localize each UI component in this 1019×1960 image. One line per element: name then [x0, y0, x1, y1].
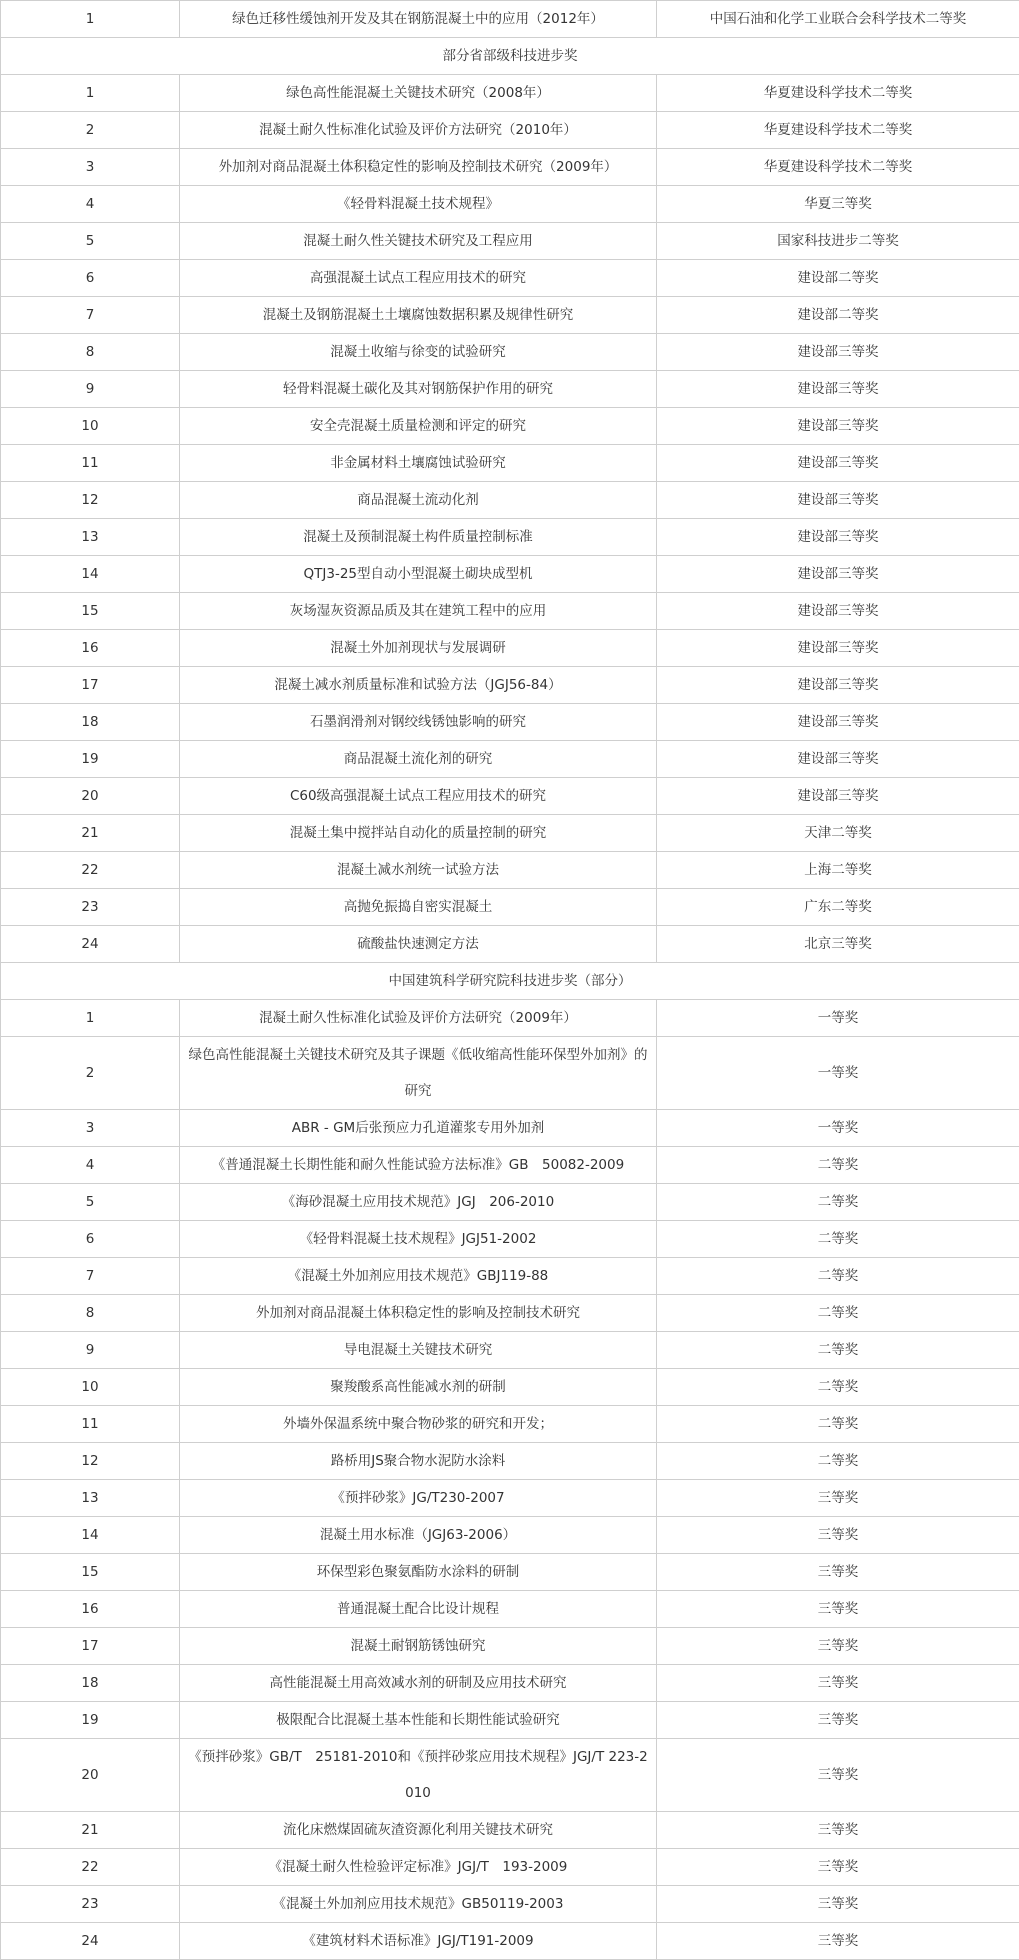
- table-row: [1, 1406, 1019, 1443]
- award-level: 华夏建设科学技术二等奖: [657, 149, 1019, 186]
- row-number: 1: [1, 1000, 180, 1037]
- award-level: 华夏建设科学技术二等奖: [657, 75, 1019, 112]
- project-name: 《轻骨料混凝土技术规程》JGJ51-2002: [180, 1221, 657, 1258]
- project-name: 混凝土用水标准（JGJ63-2006）: [180, 1517, 657, 1554]
- row-number: 23: [1, 889, 180, 926]
- award-level: 建设部三等奖: [657, 593, 1019, 630]
- table-row: [1, 704, 1019, 741]
- award-level: 二等奖: [657, 1443, 1019, 1480]
- award-level: 二等奖: [657, 1147, 1019, 1184]
- row-number: 11: [1, 1406, 180, 1443]
- award-level: 华夏三等奖: [657, 186, 1019, 223]
- row-number: 15: [1, 1554, 180, 1591]
- project-name: 外加剂对商品混凝土体积稳定性的影响及控制技术研究（2009年）: [180, 149, 657, 186]
- row-number: 9: [1, 1332, 180, 1369]
- table-row: [1, 593, 1019, 630]
- table-row: [1, 371, 1019, 408]
- project-name: 混凝土减水剂统一试验方法: [180, 852, 657, 889]
- row-number: 2: [1, 1037, 180, 1110]
- award-level: 建设部三等奖: [657, 519, 1019, 556]
- award-level: 三等奖: [657, 1739, 1019, 1812]
- table-row: [1, 1886, 1019, 1923]
- award-level: 华夏建设科学技术二等奖: [657, 112, 1019, 149]
- table-row: [1, 1665, 1019, 1702]
- award-level: 北京三等奖: [657, 926, 1019, 963]
- project-name: 混凝土减水剂质量标准和试验方法（JGJ56-84）: [180, 667, 657, 704]
- row-number: 14: [1, 556, 180, 593]
- row-number: 14: [1, 1517, 180, 1554]
- row-number: 3: [1, 149, 180, 186]
- project-name: 《预拌砂浆》GB/T 25181-2010和《预拌砂浆应用技术规程》JGJ/T 223-2010: [180, 1739, 657, 1812]
- table-row: [1, 1295, 1019, 1332]
- project-name: QTJ3-25型自动小型混凝土砌块成型机: [180, 556, 657, 593]
- table-row: [1, 1702, 1019, 1739]
- row-number: 8: [1, 1295, 180, 1332]
- award-level: 三等奖: [657, 1591, 1019, 1628]
- project-name: 路桥用JS聚合物水泥防水涂料: [180, 1443, 657, 1480]
- project-name: 《轻骨料混凝土技术规程》: [180, 186, 657, 223]
- award-level: 国家科技进步二等奖: [657, 223, 1019, 260]
- project-name: 混凝土耐久性关键技术研究及工程应用: [180, 223, 657, 260]
- table-row: [1, 1480, 1019, 1517]
- row-number: 4: [1, 186, 180, 223]
- section-header-row: [1, 38, 1019, 75]
- project-name: 《混凝土外加剂应用技术规范》GB50119-2003: [180, 1886, 657, 1923]
- table-row: [1, 297, 1019, 334]
- awards-table-body: [1, 1, 1019, 1960]
- project-name: ABR - GM后张预应力孔道灌浆专用外加剂: [180, 1110, 657, 1147]
- award-level: 二等奖: [657, 1184, 1019, 1221]
- row-number: 5: [1, 1184, 180, 1221]
- project-name: 《建筑材料术语标准》JGJ/T191-2009: [180, 1923, 657, 1960]
- table-row: [1, 1739, 1019, 1812]
- project-name: 《普通混凝土长期性能和耐久性能试验方法标准》GB 50082-2009: [180, 1147, 657, 1184]
- table-row: [1, 408, 1019, 445]
- award-level: 三等奖: [657, 1480, 1019, 1517]
- project-name: 《海砂混凝土应用技术规范》JGJ 206-2010: [180, 1184, 657, 1221]
- award-level: 三等奖: [657, 1886, 1019, 1923]
- row-number: 16: [1, 630, 180, 667]
- table-row: [1, 1332, 1019, 1369]
- project-name: 极限配合比混凝土基本性能和长期性能试验研究: [180, 1702, 657, 1739]
- table-row: [1, 1, 1019, 38]
- project-name: 混凝土耐钢筋锈蚀研究: [180, 1628, 657, 1665]
- award-level: 建设部三等奖: [657, 778, 1019, 815]
- row-number: 20: [1, 778, 180, 815]
- table-row: [1, 1517, 1019, 1554]
- project-name: 绿色高性能混凝土关键技术研究（2008年）: [180, 75, 657, 112]
- row-number: 10: [1, 1369, 180, 1406]
- table-row: [1, 556, 1019, 593]
- row-number: 15: [1, 593, 180, 630]
- row-number: 20: [1, 1739, 180, 1812]
- award-level: 三等奖: [657, 1665, 1019, 1702]
- table-row: [1, 334, 1019, 371]
- row-number: 17: [1, 1628, 180, 1665]
- table-row: [1, 482, 1019, 519]
- award-level: 三等奖: [657, 1812, 1019, 1849]
- project-name: 高强混凝土试点工程应用技术的研究: [180, 260, 657, 297]
- award-level: 二等奖: [657, 1295, 1019, 1332]
- project-name: 商品混凝土流化剂的研究: [180, 741, 657, 778]
- table-row: [1, 741, 1019, 778]
- project-name: 高性能混凝土用高效减水剂的研制及应用技术研究: [180, 1665, 657, 1702]
- table-row: [1, 630, 1019, 667]
- table-row: [1, 1628, 1019, 1665]
- award-level: 二等奖: [657, 1258, 1019, 1295]
- row-number: 17: [1, 667, 180, 704]
- section-title: 部分省部级科技进步奖: [1, 38, 1019, 75]
- award-level: 二等奖: [657, 1221, 1019, 1258]
- award-level: 三等奖: [657, 1554, 1019, 1591]
- table-row: [1, 519, 1019, 556]
- project-name: 流化床燃煤固硫灰渣资源化利用关键技术研究: [180, 1812, 657, 1849]
- row-number: 10: [1, 408, 180, 445]
- table-row: [1, 1812, 1019, 1849]
- row-number: 6: [1, 1221, 180, 1258]
- table-row: [1, 1147, 1019, 1184]
- table-row: [1, 1443, 1019, 1480]
- project-name: 混凝土及钢筋混凝土土壤腐蚀数据积累及规律性研究: [180, 297, 657, 334]
- table-row: [1, 112, 1019, 149]
- row-number: 5: [1, 223, 180, 260]
- project-name: 商品混凝土流动化剂: [180, 482, 657, 519]
- project-name: 轻骨料混凝土碳化及其对钢筋保护作用的研究: [180, 371, 657, 408]
- row-number: 18: [1, 1665, 180, 1702]
- table-row: [1, 1849, 1019, 1886]
- project-name: 外加剂对商品混凝土体积稳定性的影响及控制技术研究: [180, 1295, 657, 1332]
- award-level: 三等奖: [657, 1923, 1019, 1960]
- award-level: 建设部三等奖: [657, 482, 1019, 519]
- project-name: 混凝土集中搅拌站自动化的质量控制的研究: [180, 815, 657, 852]
- award-level: 二等奖: [657, 1332, 1019, 1369]
- award-level: 建设部三等奖: [657, 667, 1019, 704]
- award-level: 三等奖: [657, 1517, 1019, 1554]
- table-row: [1, 1554, 1019, 1591]
- project-name: 混凝土及预制混凝土构件质量控制标准: [180, 519, 657, 556]
- project-name: 《混凝土外加剂应用技术规范》GBJ119-88: [180, 1258, 657, 1295]
- award-level: 广东二等奖: [657, 889, 1019, 926]
- project-name: 非金属材料土壤腐蚀试验研究: [180, 445, 657, 482]
- table-row: [1, 1221, 1019, 1258]
- table-row: [1, 149, 1019, 186]
- award-level: 三等奖: [657, 1628, 1019, 1665]
- award-level: 建设部三等奖: [657, 408, 1019, 445]
- row-number: 7: [1, 297, 180, 334]
- project-name: 外墙外保温系统中聚合物砂浆的研究和开发；: [180, 1406, 657, 1443]
- row-number: 22: [1, 852, 180, 889]
- row-number: 1: [1, 1, 180, 38]
- award-level: 一等奖: [657, 1037, 1019, 1110]
- row-number: 16: [1, 1591, 180, 1628]
- award-level: 一等奖: [657, 1000, 1019, 1037]
- table-row: [1, 445, 1019, 482]
- table-row: [1, 260, 1019, 297]
- table-row: [1, 1258, 1019, 1295]
- row-number: 24: [1, 926, 180, 963]
- table-row: [1, 815, 1019, 852]
- table-row: [1, 926, 1019, 963]
- table-row: [1, 186, 1019, 223]
- award-level: 二等奖: [657, 1369, 1019, 1406]
- row-number: 23: [1, 1886, 180, 1923]
- award-level: 三等奖: [657, 1849, 1019, 1886]
- project-name: 硫酸盐快速测定方法: [180, 926, 657, 963]
- table-row: [1, 1110, 1019, 1147]
- award-level: 建设部三等奖: [657, 445, 1019, 482]
- table-row: [1, 889, 1019, 926]
- table-row: [1, 1184, 1019, 1221]
- project-name: 环保型彩色聚氨酯防水涂料的研制: [180, 1554, 657, 1591]
- row-number: 22: [1, 1849, 180, 1886]
- row-number: 7: [1, 1258, 180, 1295]
- row-number: 13: [1, 519, 180, 556]
- award-level: 二等奖: [657, 1406, 1019, 1443]
- project-name: 混凝土外加剂现状与发展调研: [180, 630, 657, 667]
- row-number: 9: [1, 371, 180, 408]
- project-name: 绿色迁移性缓蚀剂开发及其在钢筋混凝土中的应用（2012年）: [180, 1, 657, 38]
- project-name: 灰场湿灰资源品质及其在建筑工程中的应用: [180, 593, 657, 630]
- row-number: 13: [1, 1480, 180, 1517]
- project-name: 安全壳混凝土质量检测和评定的研究: [180, 408, 657, 445]
- table-row: [1, 778, 1019, 815]
- project-name: 《预拌砂浆》JG/T230-2007: [180, 1480, 657, 1517]
- row-number: 3: [1, 1110, 180, 1147]
- table-row: [1, 223, 1019, 260]
- project-name: 普通混凝土配合比设计规程: [180, 1591, 657, 1628]
- award-level: 建设部三等奖: [657, 741, 1019, 778]
- row-number: 11: [1, 445, 180, 482]
- project-name: 高抛免振捣自密实混凝土: [180, 889, 657, 926]
- award-level: 建设部三等奖: [657, 334, 1019, 371]
- award-level: 建设部三等奖: [657, 630, 1019, 667]
- row-number: 21: [1, 1812, 180, 1849]
- table-row: [1, 1923, 1019, 1960]
- award-level: 建设部三等奖: [657, 556, 1019, 593]
- table-row: [1, 1591, 1019, 1628]
- row-number: 12: [1, 1443, 180, 1480]
- award-level: 三等奖: [657, 1702, 1019, 1739]
- project-name: 《混凝土耐久性检验评定标准》JGJ/T 193-2009: [180, 1849, 657, 1886]
- award-level: 天津二等奖: [657, 815, 1019, 852]
- row-number: 2: [1, 112, 180, 149]
- project-name: 混凝土耐久性标准化试验及评价方法研究（2009年）: [180, 1000, 657, 1037]
- project-name: C60级高强混凝土试点工程应用技术的研究: [180, 778, 657, 815]
- row-number: 12: [1, 482, 180, 519]
- row-number: 6: [1, 260, 180, 297]
- table-row: [1, 852, 1019, 889]
- section-title: 中国建筑科学研究院科技进步奖（部分）: [1, 963, 1019, 1000]
- award-level: 建设部三等奖: [657, 371, 1019, 408]
- row-number: 8: [1, 334, 180, 371]
- project-name: 导电混凝土关键技术研究: [180, 1332, 657, 1369]
- award-level: 中国石油和化学工业联合会科学技术二等奖: [657, 1, 1019, 38]
- table-row: [1, 1037, 1019, 1110]
- table-row: [1, 1369, 1019, 1406]
- row-number: 19: [1, 1702, 180, 1739]
- project-name: 聚羧酸系高性能减水剂的研制: [180, 1369, 657, 1406]
- table-row: [1, 667, 1019, 704]
- award-level: 建设部三等奖: [657, 704, 1019, 741]
- award-level: 一等奖: [657, 1110, 1019, 1147]
- row-number: 4: [1, 1147, 180, 1184]
- table-row: [1, 75, 1019, 112]
- row-number: 19: [1, 741, 180, 778]
- row-number: 1: [1, 75, 180, 112]
- row-number: 21: [1, 815, 180, 852]
- project-name: 石墨润滑剂对钢绞线锈蚀影响的研究: [180, 704, 657, 741]
- award-level: 建设部二等奖: [657, 297, 1019, 334]
- project-name: 混凝土收缩与徐变的试验研究: [180, 334, 657, 371]
- project-name: 绿色高性能混凝土关键技术研究及其子课题《低收缩高性能环保型外加剂》的研究: [180, 1037, 657, 1110]
- award-level: 上海二等奖: [657, 852, 1019, 889]
- section-header-row: [1, 963, 1019, 1000]
- row-number: 24: [1, 1923, 180, 1960]
- project-name: 混凝土耐久性标准化试验及评价方法研究（2010年）: [180, 112, 657, 149]
- row-number: 18: [1, 704, 180, 741]
- award-level: 建设部二等奖: [657, 260, 1019, 297]
- table-row: [1, 1000, 1019, 1037]
